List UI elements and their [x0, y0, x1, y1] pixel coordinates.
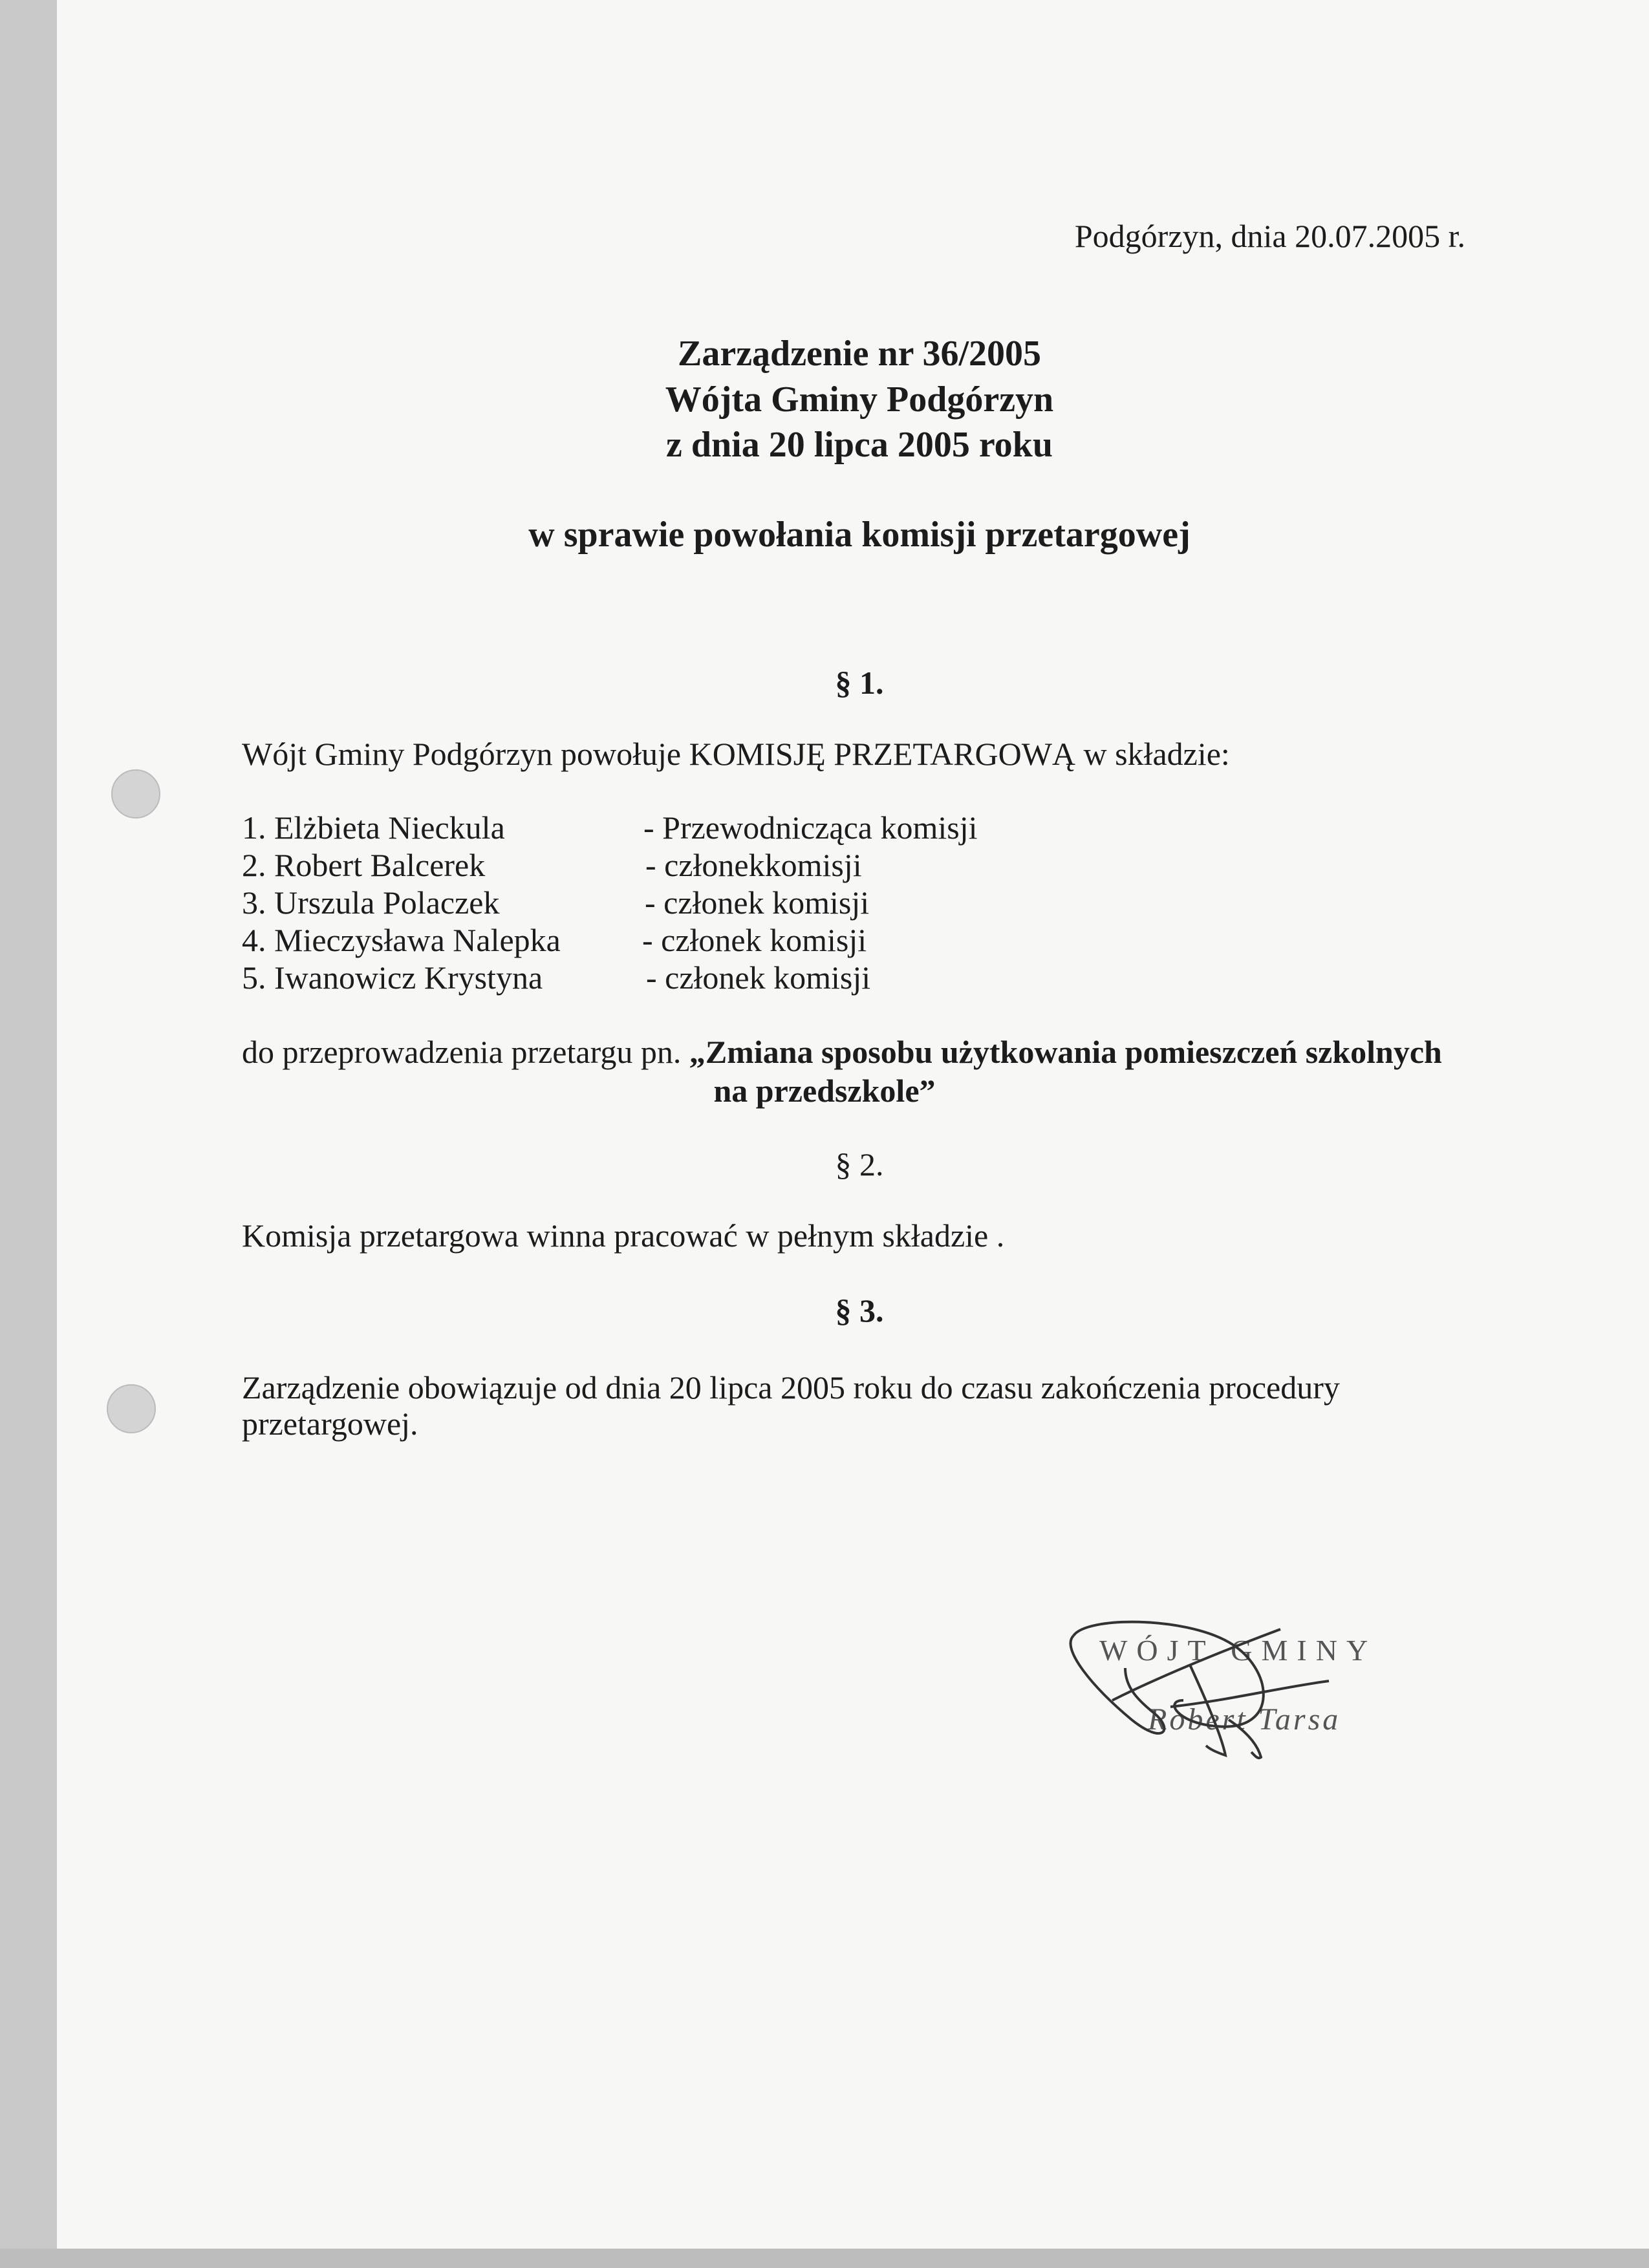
section-1-heading: § 1. [835, 665, 884, 701]
section-3-text-cont: przetargowej. [242, 1406, 418, 1442]
purpose-prefix: do przeprowadzenia przetargu pn. [242, 1034, 689, 1070]
scan-edge-bottom [0, 2249, 1649, 2268]
section-3-text: Zarządzenie obowiązuje od dnia 20 lipca 2005 roku do czasu zakończenia procedury [242, 1369, 1340, 1406]
subject: w sprawie powołania komisji przetargowej [528, 515, 1191, 555]
member-role: - członek komisji [646, 959, 871, 996]
member-name: 4. Mieczysława Nalepka [242, 922, 561, 958]
member-role: - członek komisji [642, 922, 867, 958]
title-line-3: z dnia 20 lipca 2005 roku [666, 425, 1053, 465]
section-3-heading: § 3. [835, 1292, 884, 1329]
punch-hole [111, 769, 160, 818]
member-name: 5. Iwanowicz Krystyna [242, 959, 543, 996]
title-line-1: Zarządzenie nr 36/2005 [677, 334, 1042, 374]
signature-stamp [1035, 1590, 1397, 1771]
member-name: 2. Robert Balcerek [242, 847, 486, 883]
place-date: Podgórzyn, dnia 20.07.2005 r. [1074, 218, 1465, 254]
section-2-text: Komisja przetargowa winna pracować w pełnym składzie . [242, 1217, 1005, 1254]
stamp-name: Robert Tarsa [1148, 1702, 1341, 1737]
section-1-intro: Wójt Gminy Podgórzyn powołuje KOMISJĘ PRZETARGOWĄ w składzie: [242, 736, 1230, 772]
purpose-line [242, 1033, 1442, 1071]
purpose-title: „Zmiana sposobu użytkowania pomieszczeń szkolnych [689, 1034, 1442, 1070]
member-name: 1. Elżbieta Nieckula [242, 809, 505, 846]
title-line-2: Wójta Gminy Podgórzyn [665, 380, 1054, 420]
section-2-heading: § 2. [835, 1146, 884, 1182]
member-role: - członek komisji [645, 884, 870, 921]
member-role: - Przewodnicząca komisji [643, 809, 978, 846]
stamp-title: WÓJT GMINY [1099, 1634, 1377, 1667]
purpose-title-cont: na przedszkole” [713, 1073, 936, 1109]
member-name: 3. Urszula Polaczek [242, 884, 500, 921]
punch-hole [107, 1384, 156, 1433]
member-role: - członekkomisji [645, 847, 862, 883]
